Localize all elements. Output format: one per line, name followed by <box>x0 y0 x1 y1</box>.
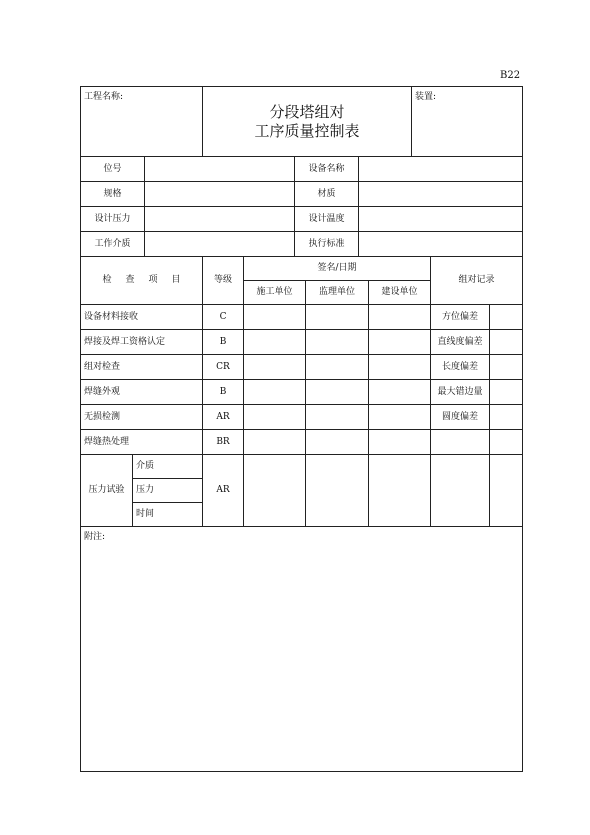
supervision-sign-cell[interactable] <box>306 430 369 455</box>
sign-date-header: 签名/日期 <box>244 257 431 281</box>
material-field[interactable] <box>359 182 523 207</box>
supervision-sign-cell[interactable] <box>306 455 369 527</box>
owner-unit-header: 建设单位 <box>369 281 431 305</box>
inspection-item: 设备材料接收 <box>81 305 203 330</box>
pressure-sub-time: 时间 <box>133 503 203 527</box>
design-temperature-label: 设计温度 <box>295 207 359 232</box>
construction-sign-cell[interactable] <box>244 430 306 455</box>
table-row <box>81 355 523 380</box>
remarks-row <box>81 527 523 772</box>
assembly-record-header: 组对记录 <box>431 257 523 305</box>
table-row <box>81 405 523 430</box>
form-code: B22 <box>500 70 521 81</box>
owner-sign-cell[interactable] <box>369 405 431 430</box>
owner-sign-cell[interactable] <box>369 430 431 455</box>
owner-sign-cell[interactable] <box>369 355 431 380</box>
record-value-cell[interactable] <box>490 305 523 330</box>
grade-value: B <box>203 380 244 405</box>
remarks-cell[interactable] <box>81 527 523 772</box>
table-row <box>81 330 523 355</box>
construction-sign-cell[interactable] <box>244 355 306 380</box>
construction-sign-cell[interactable] <box>244 330 306 355</box>
record-label <box>431 430 490 455</box>
grade-value: CR <box>203 355 244 380</box>
grade-value: C <box>203 305 244 330</box>
table-row <box>81 430 523 455</box>
standard-field[interactable] <box>359 232 523 257</box>
record-label: 直线度偏差 <box>431 330 490 355</box>
record-value-cell[interactable] <box>490 380 523 405</box>
owner-sign-cell[interactable] <box>369 330 431 355</box>
supervision-sign-cell[interactable] <box>306 355 369 380</box>
spec-label: 规格 <box>81 182 145 207</box>
project-name-cell[interactable] <box>81 87 203 157</box>
title-line-1: 分段塔组对 <box>269 102 345 121</box>
equipment-name-label: 设备名称 <box>295 157 359 182</box>
owner-sign-cell[interactable] <box>369 455 431 527</box>
grade-value: AR <box>203 405 244 430</box>
table-row <box>81 305 523 330</box>
grade-value: B <box>203 330 244 355</box>
inspection-item: 无损检测 <box>81 405 203 430</box>
working-medium-label: 工作介质 <box>81 232 145 257</box>
position-no-label: 位号 <box>81 157 145 182</box>
design-temperature-field[interactable] <box>359 207 523 232</box>
inspection-table <box>80 256 523 772</box>
equipment-name-field[interactable] <box>359 157 523 182</box>
record-value-cell[interactable] <box>490 455 523 527</box>
supervision-unit-header: 监理单位 <box>306 281 369 305</box>
design-pressure-field[interactable] <box>145 207 295 232</box>
pressure-test-label: 压力试验 <box>81 455 133 527</box>
info-table <box>80 156 523 257</box>
grade-header: 等级 <box>203 257 244 305</box>
construction-unit-header: 施工单位 <box>244 281 306 305</box>
pressure-sub-medium: 介质 <box>133 455 203 479</box>
record-label: 最大错边量 <box>431 380 490 405</box>
record-label-empty <box>431 455 490 527</box>
record-label: 方位偏差 <box>431 305 490 330</box>
supervision-sign-cell[interactable] <box>306 405 369 430</box>
owner-sign-cell[interactable] <box>369 380 431 405</box>
material-label: 材质 <box>295 182 359 207</box>
unit-label: 装置: <box>415 92 437 102</box>
project-name-label: 工程名称: <box>84 92 124 102</box>
title-line-2: 工序质量控制表 <box>254 121 360 140</box>
position-no-field[interactable] <box>145 157 295 182</box>
record-value-cell[interactable] <box>490 330 523 355</box>
construction-sign-cell[interactable] <box>244 380 306 405</box>
record-value-cell[interactable] <box>490 355 523 380</box>
construction-sign-cell[interactable] <box>244 305 306 330</box>
form-title <box>203 87 412 157</box>
table-row <box>81 380 523 405</box>
owner-sign-cell[interactable] <box>369 305 431 330</box>
grade-value: BR <box>203 430 244 455</box>
header-table <box>80 86 523 157</box>
supervision-sign-cell[interactable] <box>306 305 369 330</box>
unit-cell[interactable] <box>412 87 523 157</box>
record-label: 圆度偏差 <box>431 405 490 430</box>
record-label: 长度偏差 <box>431 355 490 380</box>
inspection-item: 焊缝热处理 <box>81 430 203 455</box>
standard-label: 执行标准 <box>295 232 359 257</box>
record-value-cell[interactable] <box>490 405 523 430</box>
supervision-sign-cell[interactable] <box>306 380 369 405</box>
construction-sign-cell[interactable] <box>244 405 306 430</box>
inspection-item-header: 检查项目 <box>81 257 203 305</box>
inspection-item: 焊缝外观 <box>81 380 203 405</box>
inspection-item: 组对检查 <box>81 355 203 380</box>
pressure-test-grade: AR <box>203 455 244 527</box>
pressure-sub-pressure: 压力 <box>133 479 203 503</box>
spec-field[interactable] <box>145 182 295 207</box>
working-medium-field[interactable] <box>145 232 295 257</box>
pressure-test-row <box>81 455 523 479</box>
remarks-label: 附注: <box>84 532 106 542</box>
supervision-sign-cell[interactable] <box>306 330 369 355</box>
inspection-item: 焊接及焊工资格认定 <box>81 330 203 355</box>
record-value-cell[interactable] <box>490 430 523 455</box>
construction-sign-cell[interactable] <box>244 455 306 527</box>
design-pressure-label: 设计压力 <box>81 207 145 232</box>
